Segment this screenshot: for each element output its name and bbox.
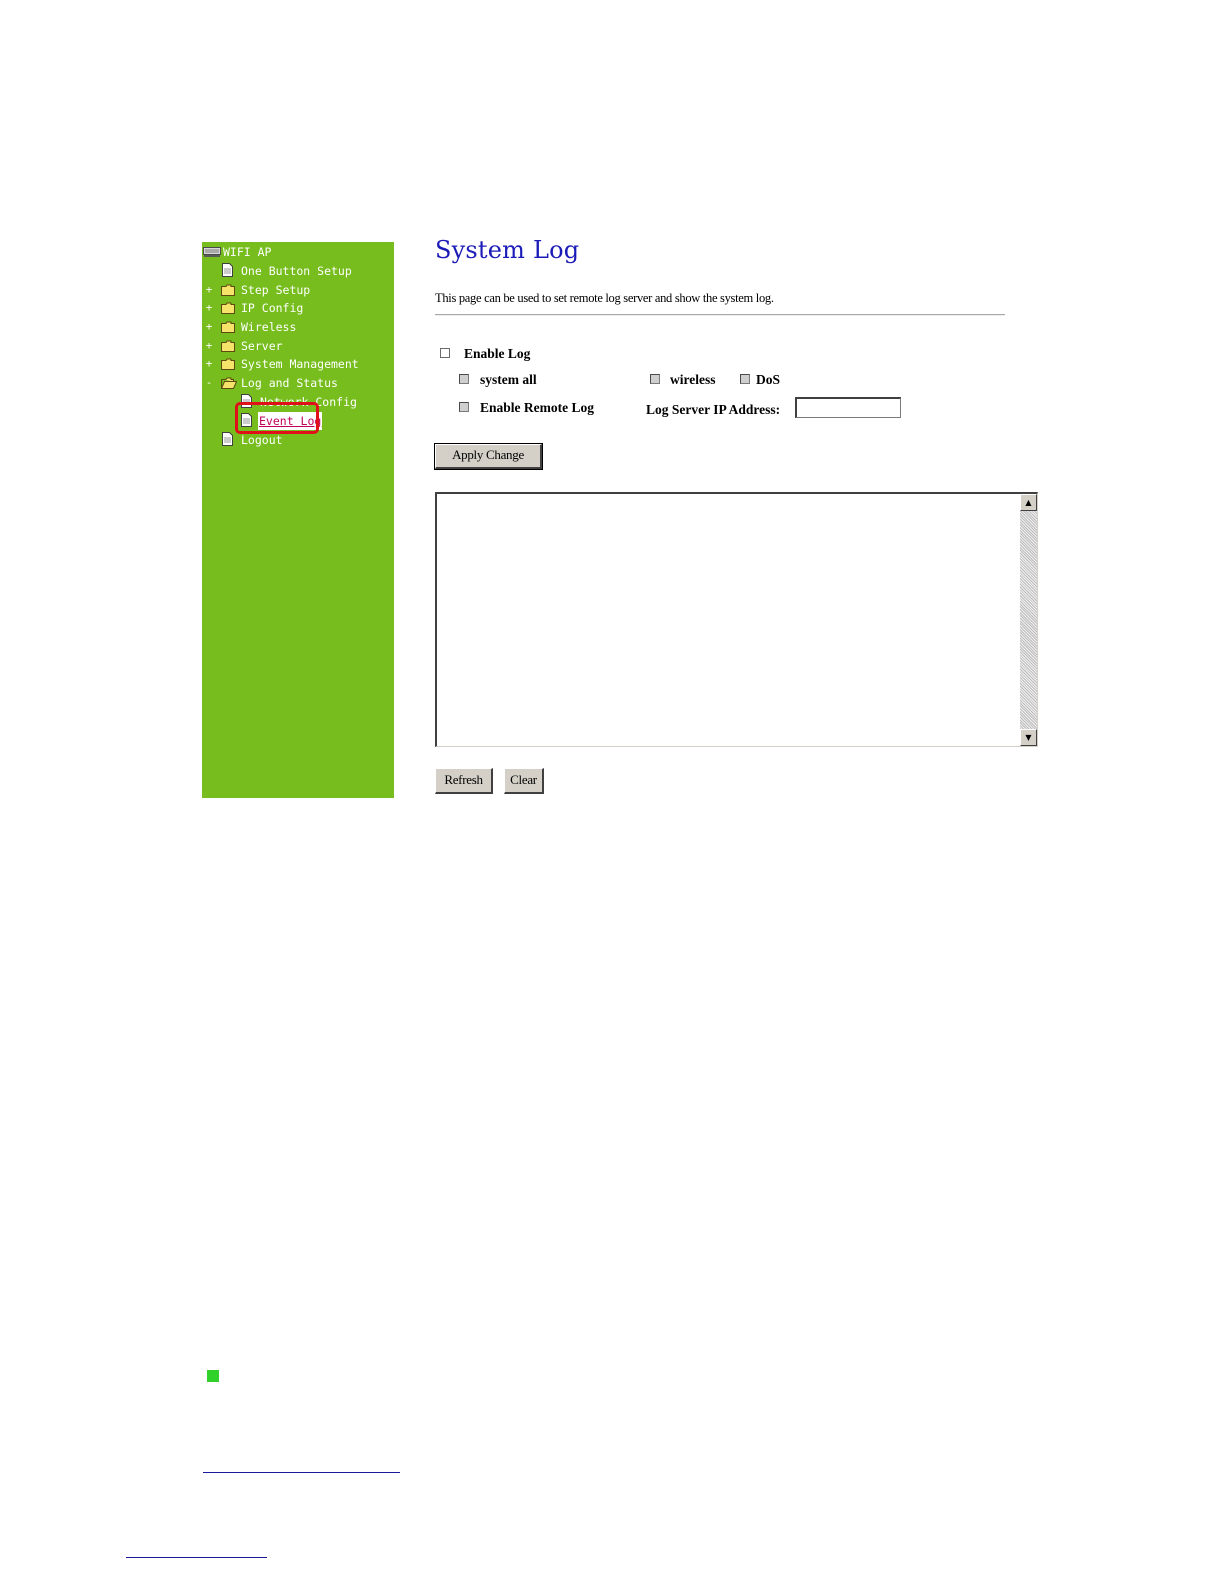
refresh-button[interactable]: Refresh [435, 768, 493, 794]
sidebar-item-one-button-setup[interactable] [202, 262, 392, 280]
dos-label: DoS [756, 372, 781, 387]
sidebar-item-label: Logout [241, 433, 283, 447]
sidebar-item-label: One Button Setup [241, 264, 352, 278]
router-icon [203, 246, 221, 258]
apply-change-button[interactable]: Apply Change [435, 444, 542, 469]
folder-icon [221, 302, 235, 314]
sidebar-item-ip-config[interactable] [202, 299, 392, 317]
expand-icon[interactable]: + [205, 339, 213, 352]
sidebar-item-label: Log and Status [241, 376, 338, 390]
sidebar-item-step-setup[interactable] [202, 281, 392, 299]
expand-icon[interactable]: + [205, 301, 213, 314]
wireless-checkbox[interactable] [650, 374, 660, 384]
page-icon [222, 432, 233, 446]
page-description: This page can be used to set remote log server and show the system log. [435, 291, 774, 305]
folder-icon [221, 284, 235, 296]
log-content [441, 497, 1015, 743]
sidebar-item-label: Event Log [259, 414, 322, 428]
page-title: System Log [435, 236, 580, 264]
enable-remote-log-checkbox[interactable] [459, 402, 469, 412]
footer-separator [126, 1557, 267, 1558]
page-icon [222, 263, 233, 277]
collapse-icon[interactable]: - [205, 376, 213, 389]
sidebar-item-wireless[interactable] [202, 318, 392, 336]
tree-root[interactable] [202, 243, 392, 261]
expand-icon[interactable]: + [205, 283, 213, 296]
expand-icon[interactable]: + [205, 357, 213, 370]
system-all-label: system all [480, 372, 537, 387]
log-server-ip-input[interactable] [795, 397, 901, 418]
dos-checkbox[interactable] [740, 374, 750, 384]
scroll-up-icon[interactable]: ▲ [1020, 494, 1037, 511]
sidebar-item-log-and-status[interactable] [202, 374, 392, 392]
folder-icon [221, 321, 235, 333]
sidebar-item-system-management[interactable] [202, 355, 392, 373]
enable-remote-log-label: Enable Remote Log [480, 400, 594, 415]
enable-log-label: Enable Log [464, 346, 531, 361]
sidebar-item-label: Network Config [260, 395, 357, 409]
sidebar-item-label: Wireless [241, 320, 297, 334]
sidebar-item-label: System Management [241, 357, 359, 371]
bullet-icon [207, 1370, 219, 1382]
expand-icon[interactable]: + [205, 320, 213, 333]
system-log-textarea[interactable] [435, 492, 1038, 747]
log-scrollbar[interactable] [1020, 494, 1037, 746]
folder-icon [221, 358, 235, 370]
divider [435, 314, 1005, 316]
folder-icon [221, 340, 235, 352]
log-server-ip-label: Log Server IP Address: [646, 402, 781, 417]
open-folder-icon [221, 377, 237, 389]
highlight-annotation [235, 402, 319, 434]
clear-button[interactable]: Clear [504, 768, 544, 794]
tree-root-label: WIFI AP [223, 245, 272, 259]
sidebar-item-label: IP Config [241, 301, 304, 315]
system-all-checkbox[interactable] [459, 374, 469, 384]
enable-log-checkbox[interactable] [440, 348, 450, 358]
wireless-label: wireless [670, 372, 716, 387]
scroll-down-icon[interactable]: ▼ [1020, 729, 1037, 746]
sidebar-item-server[interactable] [202, 337, 392, 355]
sidebar-item-label: Step Setup [241, 283, 311, 297]
sidebar-item-label: Server [241, 339, 283, 353]
footnote-separator [203, 1472, 400, 1473]
